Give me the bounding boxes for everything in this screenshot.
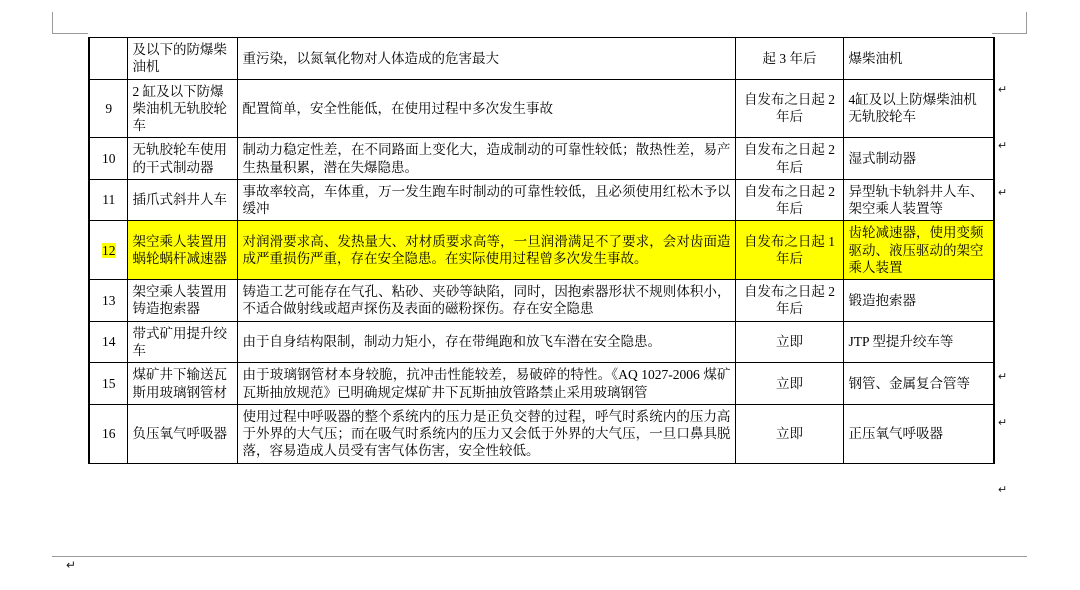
deadline-text: 自发布之日起 2 年后: [735, 79, 843, 138]
row-number: 11: [89, 179, 127, 221]
paragraph-mark: ↵: [998, 140, 1008, 152]
replacement-text: 正压氧气呼吸器: [843, 404, 994, 463]
reason-text: 由于玻璃钢管材本身较脆，抗冲击性能较差，易破碎的特性。《AQ 1027-2006 煤矿瓦斯抽放规范》已明确规定煤矿井下瓦斯抽放管路禁止采用玻璃钢管: [237, 363, 735, 405]
equipment-name: 无轨胶轮车使用的干式制动器: [127, 138, 237, 180]
table-row: [89, 79, 994, 138]
reason-text: 对润滑要求高、发热量大、对材质要求高等，一旦润滑满足不了要求，会对齿面造成严重损伤严重，存在安全隐患。在实际使用过程曾多次发生事故。: [237, 221, 735, 280]
reason-text: 由于自身结构限制，制动力矩小，存在带绳跑和放飞车潜在安全隐患。: [237, 321, 735, 363]
replacement-text: 钢管、金属复合管等: [843, 363, 994, 405]
equipment-name: 负压氧气呼吸器: [127, 404, 237, 463]
replacement-text: 齿轮减速器，使用变频驱动、液压驱动的架空乘人装置: [843, 221, 994, 280]
table-row: [89, 321, 994, 363]
paragraph-marks-column: [995, 37, 1027, 563]
reason-text: 制动力稳定性差，在不同路面上变化大，造成制动的可靠性较低；散热性差，易产生热量积累，潜在失爆隐患。: [237, 138, 735, 180]
table-row: [89, 38, 994, 80]
paragraph-mark: ↵: [998, 417, 1008, 429]
paragraph-mark: ↵: [998, 187, 1008, 199]
table-row: [89, 138, 994, 180]
table-row: [89, 280, 994, 322]
paragraph-mark-bottom: ↵: [66, 558, 77, 572]
reason-text: 使用过程中呼吸器的整个系统内的压力是正负交替的过程，呼气时系统内的压力高于外界的大气压；而在吸气时系统内的压力又会低于外界的大气压，一旦口鼻具脱落，容易造成人员受有害气体伤害，安全性较低。: [237, 404, 735, 463]
replacement-text: 4缸及以上防爆柴油机无轨胶轮车: [843, 79, 994, 138]
margin-guide-top-right: [1026, 12, 1027, 34]
row-number-text: 12: [102, 242, 116, 258]
deadline-text: 自发布之日起 2 年后: [735, 280, 843, 322]
reason-text: 事故率较高，车体重，万一发生跑车时制动的可靠性较低，且必须使用红松木予以缓冲: [237, 179, 735, 221]
equipment-name: 架空乘人装置用蜗轮蜗杆减速器: [127, 221, 237, 280]
paragraph-mark: ↵: [998, 484, 1008, 496]
row-number: 10: [89, 138, 127, 180]
reason-text: 配置简单，安全性能低，在使用过程中多次发生事故: [237, 79, 735, 138]
deadline-text: 起 3 年后: [735, 38, 843, 80]
equipment-name: 带式矿用提升绞车: [127, 321, 237, 363]
row-number: 13: [89, 280, 127, 322]
table-row: [89, 404, 994, 463]
equipment-name: 架空乘人装置用铸造抱索器: [127, 280, 237, 322]
page-bottom-rule: [52, 556, 1027, 557]
margin-guide-line-left: [52, 33, 88, 34]
replacement-text: 爆柴油机: [843, 38, 994, 80]
equipment-name: 插爪式斜井人车: [127, 179, 237, 221]
deadline-text: 自发布之日起 1 年后: [735, 221, 843, 280]
replacement-text: JTP 型提升绞车等: [843, 321, 994, 363]
paragraph-mark: [995, 302, 1027, 370]
row-number: 16: [89, 404, 127, 463]
row-number: [89, 38, 127, 80]
deadline-text: 立即: [735, 321, 843, 363]
deadline-text: 立即: [735, 363, 843, 405]
equipment-name: 2 缸及以下防爆柴油机无轨胶轮车: [127, 79, 237, 138]
equipment-name: 及以下的防爆柴油机: [127, 38, 237, 80]
row-number: 14: [89, 321, 127, 363]
reason-text: 重污染，以氮氧化物对人体造成的危害最大: [237, 38, 735, 80]
table-row: [89, 179, 994, 221]
row-number: [89, 221, 127, 280]
obsolete-equipment-table: [88, 37, 995, 464]
equipment-name: 煤矿井下输送瓦斯用玻璃钢管材: [127, 363, 237, 405]
replacement-text: 湿式制动器: [843, 138, 994, 180]
deadline-text: 自发布之日起 2 年后: [735, 138, 843, 180]
margin-guide-line-right: [992, 33, 1026, 34]
paragraph-mark: ↵: [998, 371, 1008, 383]
margin-guide-top-left: [52, 12, 53, 34]
paragraph-mark: [995, 233, 1027, 302]
reason-text: 铸造工艺可能存在气孔、粘砂、夹砂等缺陷，同时，因抱索器形状不规则体积小，不适合做射线或超声探伤及表面的磁粉探伤。存在安全隐患: [237, 280, 735, 322]
table-row-highlighted: [89, 221, 994, 280]
paragraph-mark: [995, 37, 1027, 83]
replacement-text: 锻造抱索器: [843, 280, 994, 322]
deadline-text: 自发布之日起 2 年后: [735, 179, 843, 221]
deadline-text: 立即: [735, 404, 843, 463]
paragraph-mark: ↵: [998, 84, 1008, 96]
row-number: 15: [89, 363, 127, 405]
replacement-text: 异型轨卡轨斜井人车、架空乘人装置等: [843, 179, 994, 221]
row-number: 9: [89, 79, 127, 138]
table-row: [89, 363, 994, 405]
